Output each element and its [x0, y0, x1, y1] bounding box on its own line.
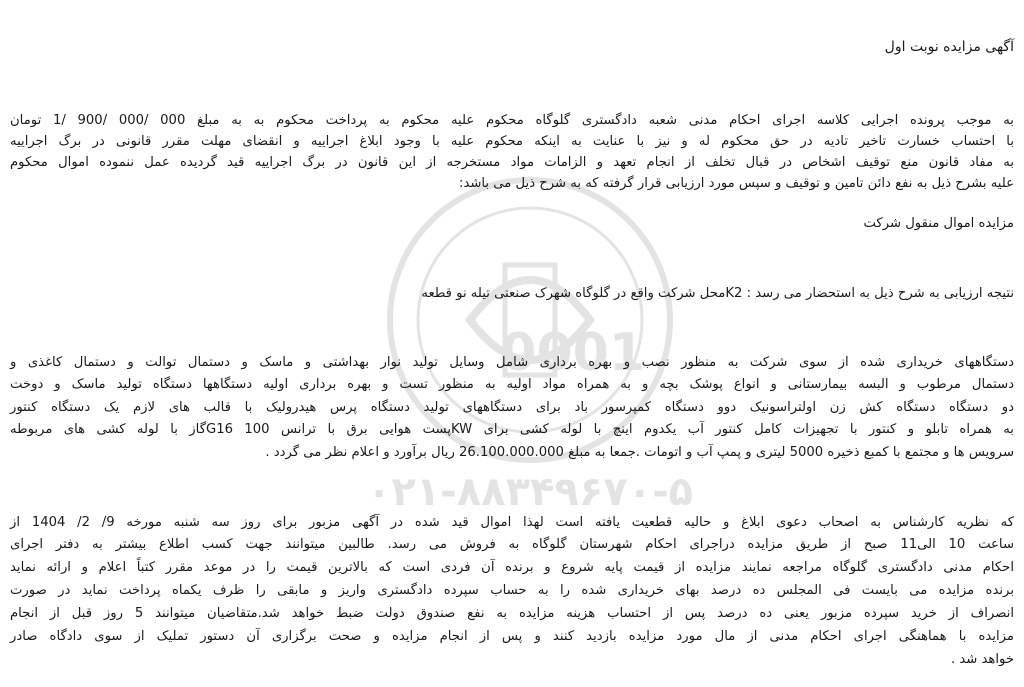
- equipment-line-1: دستگاههای خریداری شده از سوی شرکت به منظور نصب و بهره برداری شامل وسایل تولید نوار بهداشتی و ماسک و دستمال توالت و دستمال کاغذی و: [10, 355, 1014, 370]
- equipment-line-5: سرویس ها و مجتمع با کمبع ذخیره 5000 لیتری و پمپ آب و اتومات .جمعا به مبلغ 26.100.000.000 ریال برآورد و اعلام نظر می گردد .: [265, 445, 1014, 460]
- equipment-line-3: دو دستگاه دستگاه کش زن اولتراسونیک دوو دستگاه کمپرسور باد برای دستگاههای تولید دستگاه پرس هیدرولیک با قالب های لازم یک دستگاه کنتور: [10, 400, 1014, 415]
- notice-subject: مزایده اموال منقول شرکت: [863, 216, 1014, 231]
- intro-line-3: به مفاد قانون منع توقیف اشخاص در قبال تخلف از انجام تعهد و الزامات مواد مستخرجه از این قانون در برگ اجراییه قید گردیده عمل ننموده اموال محکوم: [10, 155, 1014, 170]
- auction-line-6: مزایده با هماهنگی اجرای احکام مدنی از مال مورد مزایده بازدید کنند و پس از انجام مزایده و صحت برگزاری آن دستور تملیک از سوی دادگاه صادر: [10, 629, 1014, 644]
- intro-line-2: با احتساب خسارت تاخیر تادیه در حق محکوم له و نیز با عنایت به اینکه محکوم علیه با وجود ابلاغ اجراییه و انقضای مهلت مقرر قانونی در برگ اجراییه: [10, 134, 1014, 149]
- auction-line-2: ساعت 10 الی11 صبح از طریق مزایده دراجرای احکام شهرستان گلوگاه به فروش می رسد. طالبین میتوانند جهت کسب اطلاع بیشتر به دفتر اجرای: [10, 537, 1014, 552]
- equipment-line-4: به همراه تابلو و کنتور با تجهیزات کامل کنتور آب یکدوم اینچ با لوله کشی برای KWپست هوایی برق با ترانس 100 G16گاز با لوله کشی های مربوطه: [10, 422, 1014, 437]
- intro-line-4: علیه بشرح ذیل به نفع دائن تامین و توقیف و سپس مورد ارزیابی قرار گرفته که به شرح ذیل می باشد:: [459, 176, 1014, 191]
- intro-line-1: به موجب پرونده اجرایی کلاسه اجرای احکام مدنی شعبه دادگستری گلوگاه محکوم علیه محکوم به پرداخت محکوم به به مبلغ 000 /000 /900 /1 تومان: [10, 113, 1014, 128]
- location-line: نتیجه ارزیابی به شرح ذیل به استحضار می رسد : K2محل شرکت واقع در گلوگاه شهرک صنعتی تیله نو قطعه: [421, 286, 1014, 301]
- auction-line-3: احکام مدنی دادگستری گلوگاه مراجعه نمایند مزایده از قیمت پایه شروع و برنده آن فردی است که بالاترین قیمت را در موعد مقرر کتباً اعلام و ارائه نماید: [10, 560, 1014, 575]
- auction-line-1: که نظریه کارشناس به اصحاب دعوی ابلاغ و حالیه قطعیت یافته است لهذا اموال قید شده در آگهی مزبور برای روز سه شنبه مورخه 9/ 2/ 1404 از: [10, 515, 1014, 530]
- equipment-line-2: دستمال مرطوب و البسه بیمارستانی و انواع پوشک بچه و به همراه مواد اولیه به منظور تست و بهره برداری اولیه دستگاهها دستگاه تولید ماسک و دوخت: [10, 377, 1014, 392]
- notice-title: آگهی مزایده نوبت اول: [884, 39, 1014, 55]
- watermark-code: 0001: [500, 323, 645, 383]
- auction-line-5: انصراف از خرید سپرده مزبور یعنی ده درصد پس از احتساب هزینه مزایده به نفع صندوق دولت ضبط خواهد شد.متقاضیان میتوانند 5 روز قبل از انجام: [10, 606, 1014, 621]
- auction-line-7: خواهد شد .: [950, 652, 1014, 667]
- auction-line-4: برنده مزایده می بایست فی المجلس ده درصد بهای خریداری شده را به حساب سپرده دادگستری واریز و مابقی را ظرف یکماه پرداخت نماید در صورت: [10, 583, 1014, 598]
- watermark-phone: ۰۲۱-۸۸۳۴۹۶۷۰-۵: [366, 469, 694, 515]
